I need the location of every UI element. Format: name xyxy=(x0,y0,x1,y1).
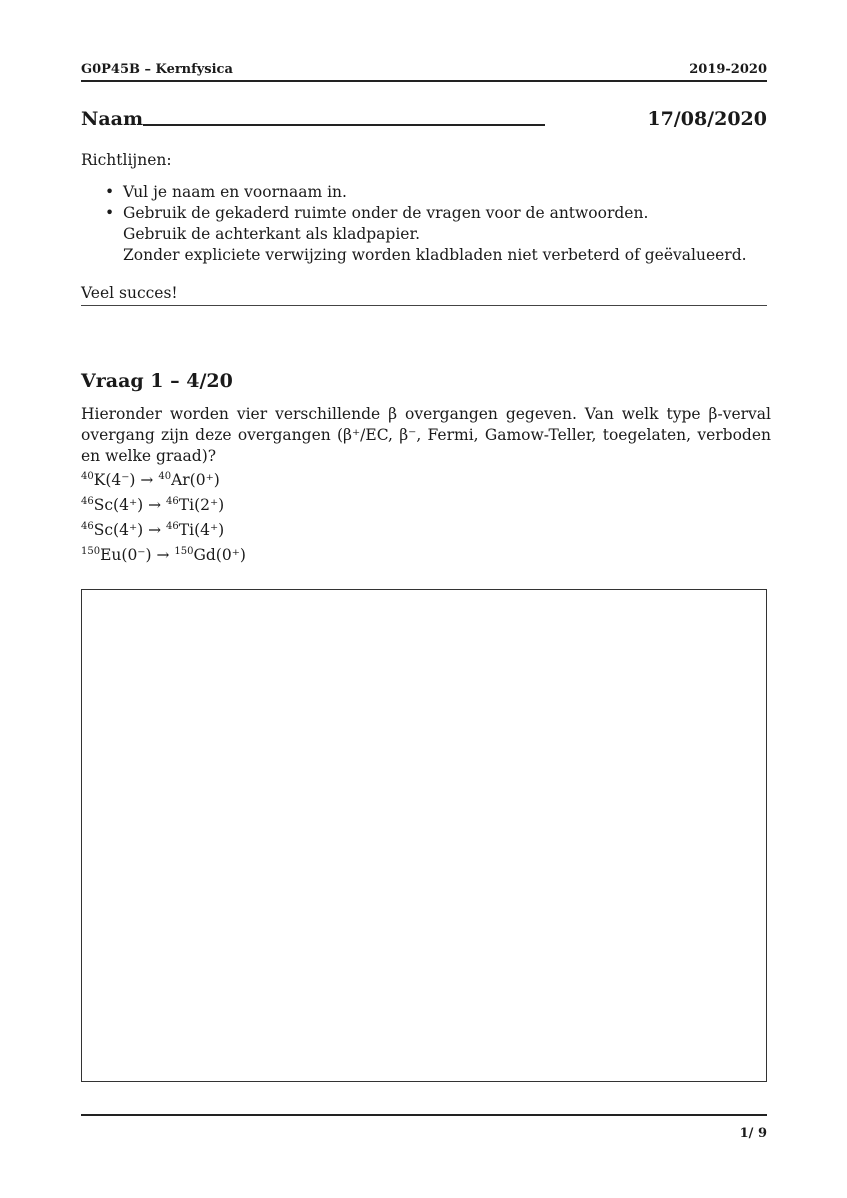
footer-rule xyxy=(81,1114,767,1116)
transition-1: $^{40}$K(4⁻) → $^{40}$Ar(0⁺) xyxy=(81,471,220,489)
course-header: G0P45B – Kernfysica xyxy=(81,62,233,77)
transition-3: $^{46}$Sc(4⁺) → $^{46}$Ti(4⁺) xyxy=(81,521,225,539)
question-text: Hieronder worden vier verschillende β overgangen gegeven. Van welk type β-verval overgang zijn deze overgangen (β⁺/EC, β⁻, Fermi, Gamow-Teller, toegelaten, verboden en welke graad)? xyxy=(81,405,771,465)
arrow-icon: → xyxy=(148,521,162,539)
instruction-line: Zonder expliciete verwijzing worden kladbladen niet verbeterd of geëvalueerd. xyxy=(123,246,747,264)
question-title: Vraag 1 – 4/20 xyxy=(81,370,233,392)
instruction-line: Gebruik de gekaderd ruimte onder de vragen voor de antwoorden. xyxy=(123,204,649,222)
exam-date: 17/08/2020 xyxy=(647,108,767,130)
bullet-icon: • xyxy=(105,183,115,201)
instructions-list xyxy=(81,182,771,266)
name-line[interactable] xyxy=(143,124,545,126)
arrow-icon: → xyxy=(148,496,162,514)
instruction-item xyxy=(81,182,771,203)
bullet-icon: • xyxy=(105,204,115,222)
arrow-icon: → xyxy=(140,471,154,489)
instruction-line: Gebruik de achterkant als kladpapier. xyxy=(123,225,421,243)
academic-year: 2019-2020 xyxy=(689,62,767,77)
section-rule xyxy=(81,305,767,306)
transition-2: $^{46}$Sc(4⁺) → $^{46}$Ti(2⁺) xyxy=(81,496,225,514)
instruction-item xyxy=(81,203,771,266)
answer-box[interactable] xyxy=(81,589,767,1082)
arrow-icon: → xyxy=(156,546,170,564)
instructions-heading: Richtlijnen: xyxy=(81,151,172,169)
transition-4: $^{150}$Eu(0⁻) → $^{150}$Gd(0⁺) xyxy=(81,546,246,564)
instruction-line: Vul je naam en voornaam in. xyxy=(123,183,347,201)
name-label: Naam xyxy=(81,108,144,130)
closing-text: Veel succes! xyxy=(81,284,178,302)
page-number: 1/ 9 xyxy=(739,1126,767,1141)
header-rule xyxy=(81,80,767,82)
